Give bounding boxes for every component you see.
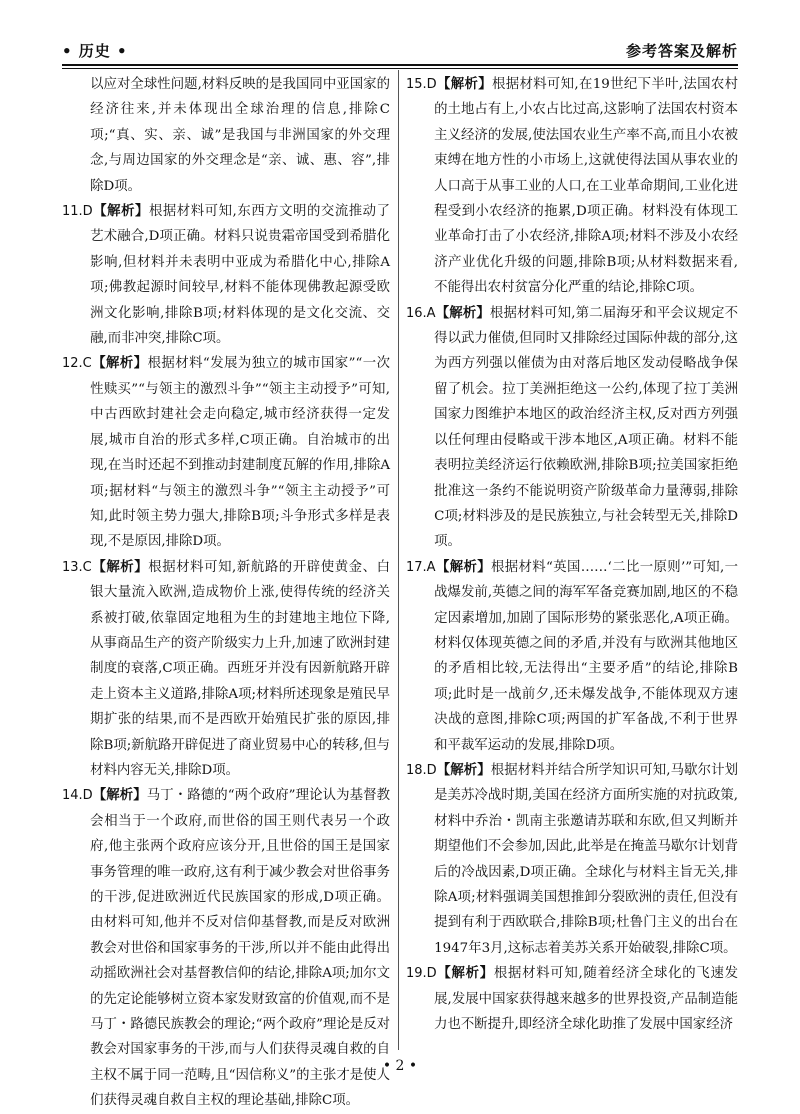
answer-number: 19.D (406, 966, 437, 982)
header-rule-thin (62, 68, 738, 69)
section-title: 参考答案及解析 (625, 42, 738, 60)
answer-text: 根据材料可知,在19世纪下半叶,法国农村的土地占有上,小农占比过高,这影响了法国农村资本主义经济的发展,使法国农业生产率不高,而且小农被束缚在地方性的小市场上,这就使得法国从事农业的人口高于从事工业的人口,在工业革命期间,工业化进程受到小农经济的拖累,D项正确。材料没有体现工业革命打击了小农经济,排除A项;材料不涉及小农经济产业优化升级的问题,排除B项;从材料数据来看,不能得出农村贫富分化严重的结论,排除C项。 (434, 77, 738, 296)
answer-text: 根据材料可知,第二届海牙和平会议规定不得以武力催债,但同时又排除经过国际仲裁的部分,这为西方列强以催债为由对落后地区发动侵略战争保留了机会。拉丁美洲拒绝这一公约,体现了拉丁美洲国家力图维护本地区的政治经济主权,反对西方列强以任何理由侵略或干涉本地区,A项正确。材料不能表明拉美经济运行依赖欧洲,排除B项;拉美国家拒绝批准这一条约不能说明资产阶级革命力量薄弱,排除C项;材料涉及的是民族独立,与社会转型无关,排除D项。 (434, 305, 738, 550)
answer-item-19 (406, 961, 738, 1037)
analysis-tag: 【解析】 (91, 356, 148, 372)
analysis-tag: 【解析】 (436, 77, 492, 92)
answer-text: 根据材料可知,新航路的开辟使黄金、白银大量流入欧洲,造成物价上涨,使得传统的经济关系被打破,依靠固定地租为生的封建地主地位下降,从事商品生产的资产阶级实力上升,加速了欧洲封建制度的衰落,C项正确。西班牙并没有因新航路开辟走上资本主义道路,排除A项;材料所述现象是殖民早期扩张的结果,而不是西欧开始殖民扩张的原因,排除B项;新航路开辟促进了商业贸易中心的转移,但与材料内容无关,排除D项。 (90, 559, 390, 778)
answer-item-18 (406, 758, 738, 961)
page-number: • 2 • (382, 1058, 418, 1074)
answer-item-12 (62, 351, 390, 554)
analysis-tag: 【解析】 (436, 966, 494, 982)
right-column (406, 72, 738, 1037)
answer-number: 17.A (406, 559, 436, 575)
analysis-tag: 【解析】 (91, 559, 149, 575)
page-header (62, 40, 738, 64)
answer-text: 根据材料“英国……‘二比一原则’”可知,一战爆发前,英德之间的海军军备竞赛加剧,地区的不稳定因素增加,加剧了国际形势的紧张恶化,A项正确。材料仅体现英德之间的矛盾,并没有与欧洲其他地区的矛盾相比较,无法得出“主要矛盾”的结论,排除B项;此时是一战前夕,还未爆发战争,不能体现双方速决战的意图,排除C项;两国的扩军备战,不利于世界和平裁军运动的发展,排除D项。 (434, 559, 739, 753)
answer-item-11 (62, 199, 390, 351)
analysis-tag: 【解析】 (436, 762, 491, 778)
answer-item-15 (406, 72, 738, 301)
header-rule-thick (62, 64, 738, 66)
answer-number: 11.D (62, 204, 93, 220)
analysis-tag: 【解析】 (435, 305, 490, 321)
answer-item-16 (406, 301, 738, 555)
answer-item-17 (406, 555, 738, 758)
subject-label: • 历史 • (62, 42, 128, 60)
answer-text: 根据材料可知,随着经济全球化的飞速发展,发展中国家获得越来越多的世界投资,产品制造能力也不断提升,即经济全球化助推了发展中国家经济 (434, 966, 738, 1033)
left-column (62, 72, 390, 1114)
analysis-tag: 【解析】 (92, 788, 147, 804)
answer-item-13 (62, 555, 390, 784)
answer-number: 13.C (62, 559, 92, 575)
continued-paragraph: 以应对全球性问题,材料反映的是我国同中亚国家的经济往来,并未体现出全球治理的信息,排除C项;“真、实、亲、诚”是我国与非洲国家的外交理念,与周边国家的外交理念是“亲、诚、惠、容”,排除D项。 (90, 77, 390, 194)
answer-text: 马丁・路德的“两个政府”理论认为基督教会相当于一个政府,而世俗的国王则代表另一个政府,他主张两个政府应该分开,且世俗的国王是国家事务管理的唯一政府,这有利于减少教会对世俗事务的干涉,促进欧洲近代民族国家的形成,D项正确。由材料可知,他并不反对信仰基督教,而是反对欧洲教会对世俗和国家事务的干涉,所以并不能由此得出动摇欧洲社会对基督教信仰的结论,排除A项;加尔文的先定论能够树立资本家发财致富的价值观,而不是马丁・路德民族教会的理论;“两个政府”理论是反对教会对国家事务的干涉,而与人们获得灵魂自救的自主权不属于同一范畴,且“因信称义”的主张才是使人们获得灵魂自救自主权的理论基础,排除C项。 (90, 788, 390, 1109)
answer-text: 根据材料可知,东西方文明的交流推动了艺术融合,D项正确。材料只说贵霜帝国受到希腊化影响,但材料并未表明中亚成为希腊化中心,排除A项;佛教起源时间较早,材料不能体现佛教起源受欧洲文化影响,排除B项;材料体现的是文化交流、交融,而非冲突,排除C项。 (90, 204, 391, 347)
answer-text: 根据材料并结合所学知识可知,马歇尔计划是美苏冷战时期,美国在经济方面所实施的对抗政策,材料中乔治・凯南主张邀请苏联和东欧,但又判断并期望他们不会参加,因此,此举是在掩盖马歇尔计划背后的冷战因素,D项正确。全球化与材料主旨无关,排除A项;材料强调美国想推卸分裂欧洲的责任,但没有提到有利于西欧联合,排除B项;杜鲁门主义的出台在1947年3月,这标志着美苏关系开始破裂,排除C项。 (434, 762, 739, 956)
analysis-tag: 【解析】 (435, 559, 491, 575)
answer-number: 14.D (62, 788, 93, 804)
answer-number: 18.D (406, 762, 437, 778)
column-divider (398, 70, 399, 1050)
answer-number: 12.C (62, 356, 92, 372)
analysis-tag: 【解析】 (92, 204, 149, 220)
answer-number: 15.D (406, 77, 437, 92)
answer-number: 16.A (406, 305, 436, 321)
answer-text: 根据材料“发展为独立的城市国家”“一次性赎买”“与领主的激烈斗争”“领主主动授予”可知,中古西欧封建社会走向稳定,城市经济获得一定发展,城市自治的形式多样,C项正确。自治城市的出现,在当时还起不到推动封建制度瓦解的作用,排除A项;据材料“与领主的激烈斗争”“领主主动授予”可知,此时领主势力强大,排除B项;斗争形式多样是表现,不是原因,排除D项。 (90, 356, 390, 550)
